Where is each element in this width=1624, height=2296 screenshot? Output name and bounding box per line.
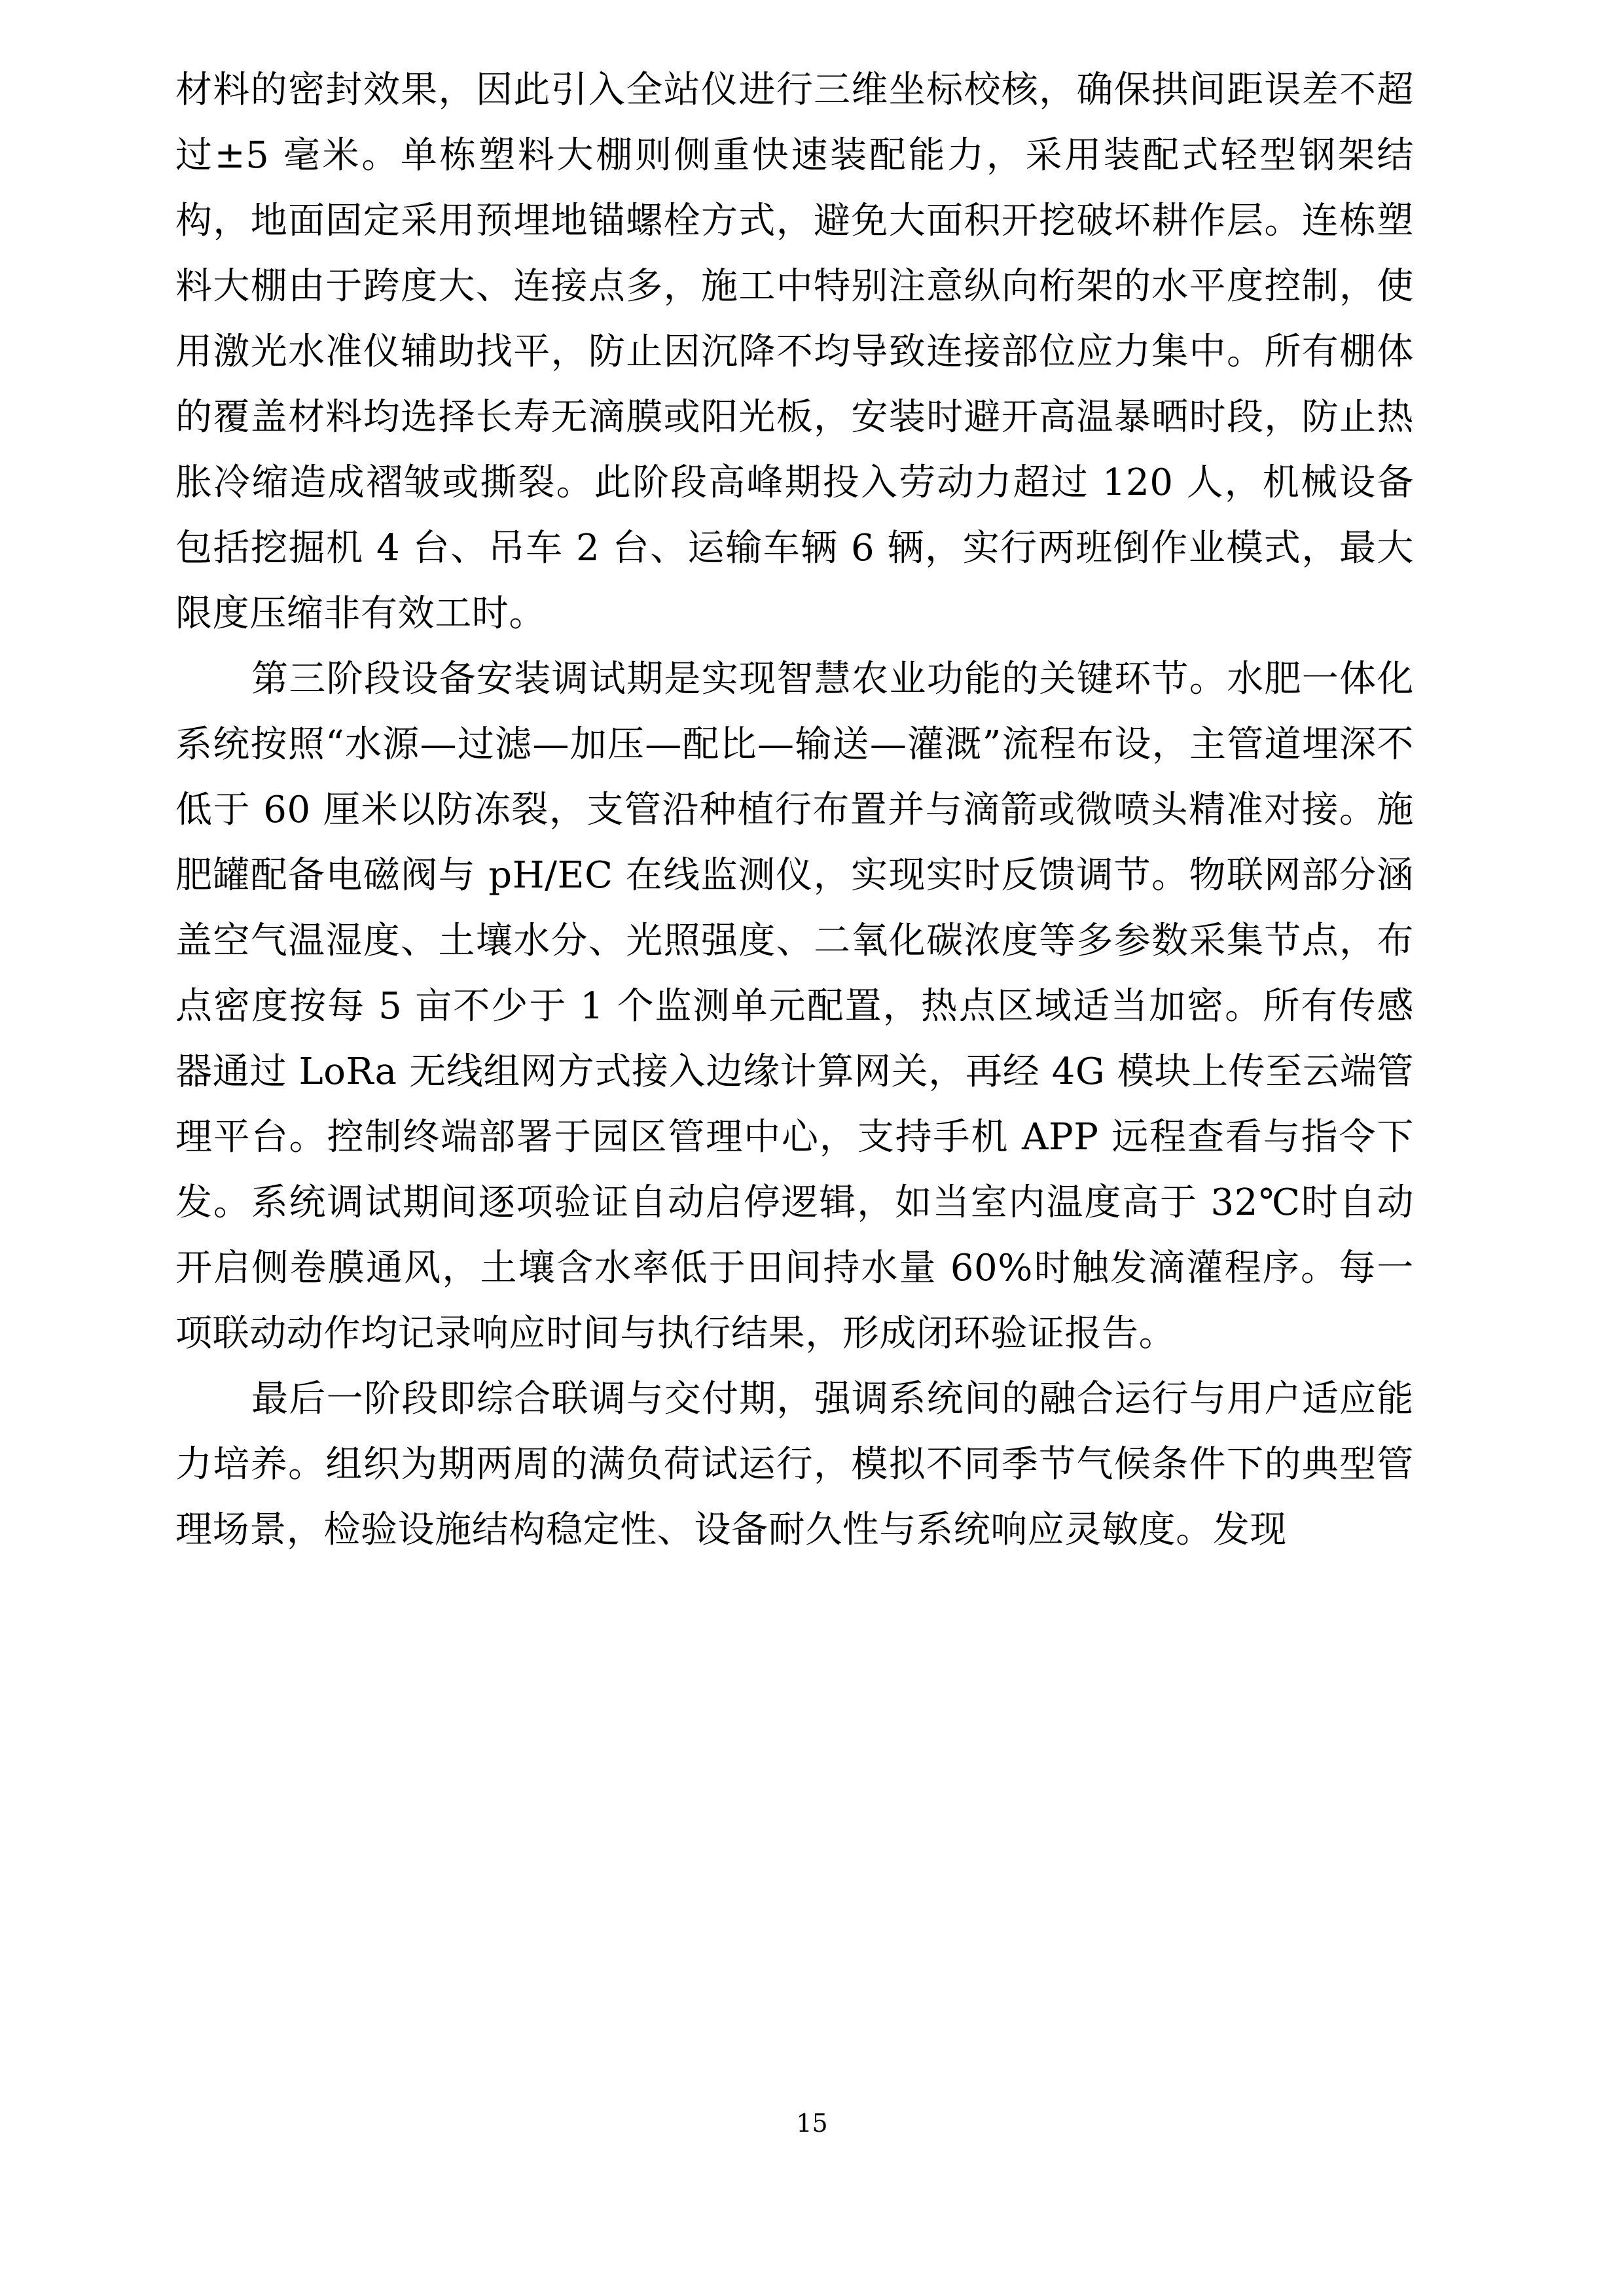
- page-number: 15: [796, 2109, 828, 2138]
- document-text-column: [175, 58, 1414, 1563]
- paragraph-phase-three: 第三阶段设备安装调试期是实现智慧农业功能的关键环节。水肥一体化系统按照“水源—过滤—加压—配比—输送—灌溉”流程布设，主管道埋深不低于 60 厘米以防冻裂，支管沿种植行布置并与滴箭或微喷头精准对接。施肥罐配备电磁阀与 pH/EC 在线监测仪，实现实时反馈调节。物联网部分涵盖空气温湿度、土壤水分、光照强度、二氧化碳浓度等多参数采集节点，布点密度按每 5 亩不少于 1 个监测单元配置，热点区域适当加密。所有传感器通过 LoRa 无线组网方式接入边缘计算网关，再经 4G 模块上传至云端管理平台。控制终端部署于园区管理中心，支持手机 APP 远程查看与指令下发。系统调试期间逐项验证自动启停逻辑，如当室内温度高于 32℃时自动开启侧卷膜通风，土壤含水率低于田间持水量 60%时触发滴灌程序。每一项联动动作均记录响应时间与执行结果，形成闭环验证报告。: [175, 658, 1414, 1355]
- paragraph-final-phase: 最后一阶段即综合联调与交付期，强调系统间的融合运行与用户适应能力培养。组织为期两周的满负荷试运行，模拟不同季节气候条件下的典型管理场景，检验设施结构稳定性、设备耐久性与系统响应灵敏度。发现: [175, 1378, 1414, 1551]
- paragraph-continuation: 材料的密封效果，因此引入全站仪进行三维坐标校核，确保拱间距误差不超过±5 毫米。单栋塑料大棚则侧重快速装配能力，采用装配式轻型钢架结构，地面固定采用预埋地锚螺栓方式，避免大面积开挖破坏耕作层。连栋塑料大棚由于跨度大、连接点多，施工中特别注意纵向桁架的水平度控制，使用激光水准仪辅助找平，防止因沉降不均导致连接部位应力集中。所有棚体的覆盖材料均选择长寿无滴膜或阳光板，安装时避开高温暴晒时段，防止热胀冷缩造成褶皱或撕裂。此阶段高峰期投入劳动力超过 120 人，机械设备包括挖掘机 4 台、吊车 2 台、运输车辆 6 辆，实行两班倒作业模式，最大限度压缩非有效工时。: [175, 69, 1414, 635]
